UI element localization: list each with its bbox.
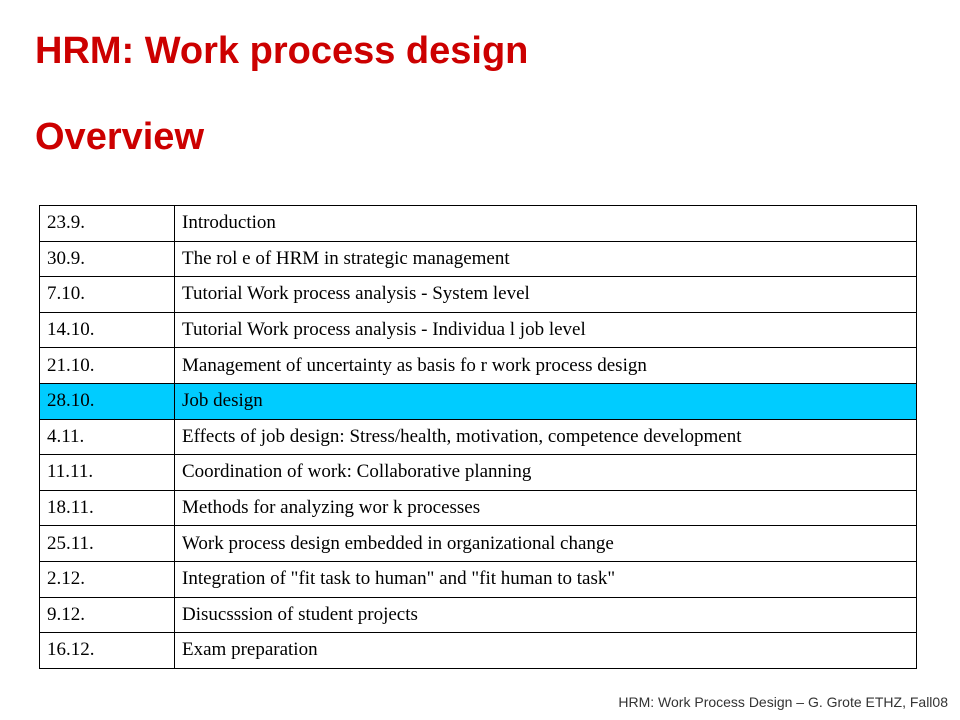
date-cell: 23.9. <box>40 206 175 242</box>
table-row <box>40 348 917 384</box>
date-cell: 14.10. <box>40 312 175 348</box>
table-row <box>40 490 917 526</box>
topic-cell: Work process design embedded in organizational change <box>175 526 917 562</box>
topic-cell: Effects of job design: Stress/health, motivation, competence development <box>175 419 917 455</box>
date-cell: 4.11. <box>40 419 175 455</box>
table-row <box>40 455 917 491</box>
topic-cell: Methods for analyzing wor k processes <box>175 490 917 526</box>
table-row <box>40 241 917 277</box>
topic-cell: Disucsssion of student projects <box>175 597 917 633</box>
topic-cell: Introduction <box>175 206 917 242</box>
date-cell: 28.10. <box>40 383 175 419</box>
topic-cell: Tutorial Work process analysis - System level <box>175 277 917 313</box>
topic-cell: Management of uncertainty as basis fo r work process design <box>175 348 917 384</box>
table-row <box>40 277 917 313</box>
schedule-table <box>39 205 917 669</box>
date-cell: 7.10. <box>40 277 175 313</box>
table-row-highlighted <box>40 383 917 419</box>
date-cell: 11.11. <box>40 455 175 491</box>
topic-cell: The rol e of HRM in strategic management <box>175 241 917 277</box>
table-row <box>40 312 917 348</box>
table-row <box>40 597 917 633</box>
slide-title: HRM: Work process design <box>35 30 529 72</box>
topic-cell: Integration of "fit task to human" and "fit human to task" <box>175 561 917 597</box>
slide-footer: HRM: Work Process Design – G. Grote ETHZ, Fall08 <box>618 694 948 710</box>
date-cell: 21.10. <box>40 348 175 384</box>
date-cell: 2.12. <box>40 561 175 597</box>
topic-cell: Tutorial Work process analysis - Individua l job level <box>175 312 917 348</box>
date-cell: 25.11. <box>40 526 175 562</box>
date-cell: 18.11. <box>40 490 175 526</box>
table-row <box>40 561 917 597</box>
topic-cell: Job design <box>175 383 917 419</box>
date-cell: 16.12. <box>40 633 175 669</box>
schedule-table-body <box>40 206 917 669</box>
slide-subtitle: Overview <box>35 116 204 158</box>
date-cell: 30.9. <box>40 241 175 277</box>
topic-cell: Exam preparation <box>175 633 917 669</box>
table-row <box>40 419 917 455</box>
table-row <box>40 633 917 669</box>
topic-cell: Coordination of work: Collaborative planning <box>175 455 917 491</box>
table-row <box>40 206 917 242</box>
table-row <box>40 526 917 562</box>
date-cell: 9.12. <box>40 597 175 633</box>
